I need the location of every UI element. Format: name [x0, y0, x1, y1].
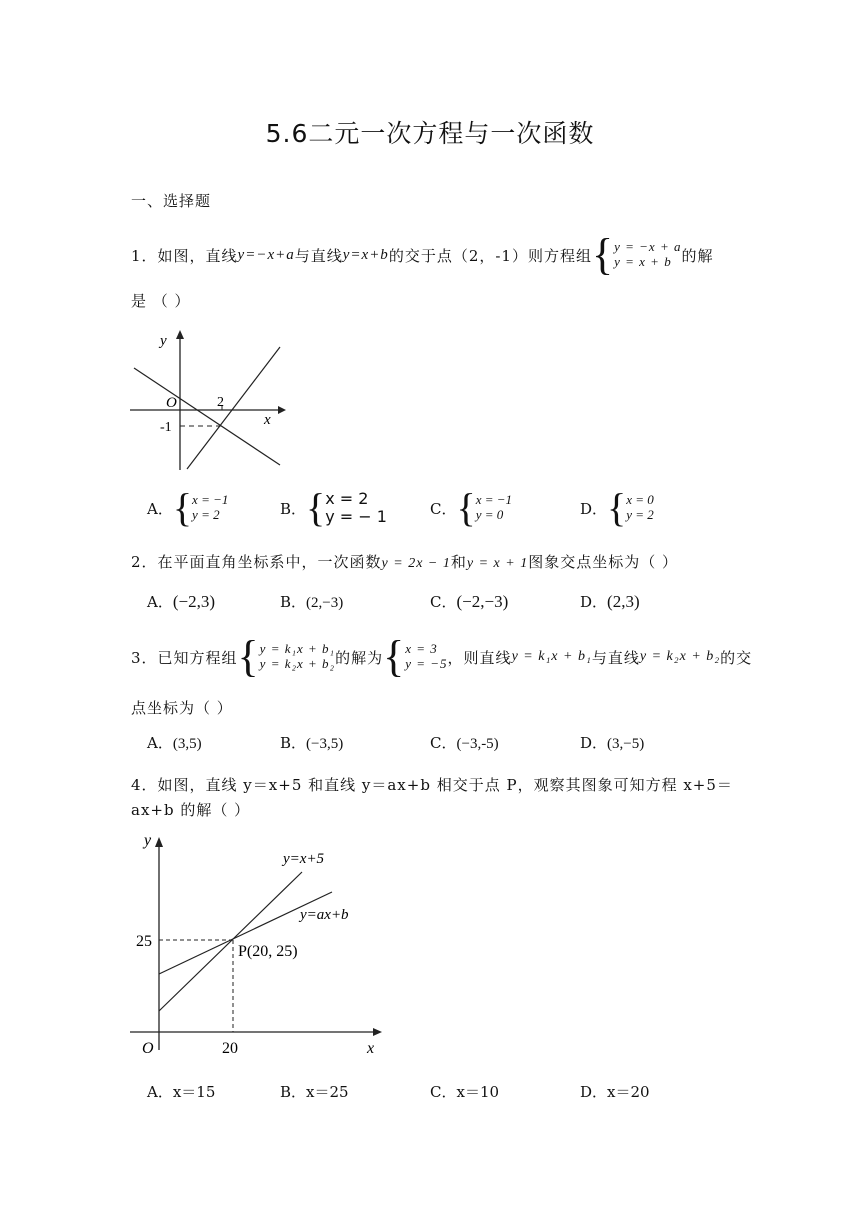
q3-l1: y = k₁x + b₁: [511, 649, 592, 664]
q1-x-arrow: [278, 406, 286, 414]
q2-option-a[interactable]: [147, 591, 215, 612]
q4-option-b-label: B．: [280, 1083, 307, 1101]
q2-option-c[interactable]: [430, 591, 508, 612]
q1-y-label: y: [160, 333, 167, 349]
q1-option-c[interactable]: [430, 485, 513, 530]
q3-text-b: 的解为: [335, 648, 384, 667]
q3-option-a[interactable]: [147, 732, 202, 753]
q4-graph: [130, 825, 390, 1060]
q3-sol-bot: y = −5: [405, 656, 448, 671]
q1-option-d-brace: {: [607, 485, 627, 530]
q2-option-b-label: B．: [280, 593, 307, 611]
q1-option-a-bot: y = 2: [192, 507, 220, 522]
q3-option-b[interactable]: [280, 732, 343, 753]
q4-label-line2: y=ax+b: [300, 907, 349, 923]
q1-option-b-top: x = 2: [325, 488, 369, 508]
q1-text-a: 1．如图，直线: [131, 246, 238, 265]
q1-line2: y=x+b: [342, 246, 389, 263]
question-4: 4．如图，直线 y＝x+5 和直线 y＝ax+b 相交于点 P，观察其图象可知方程 x+5＝: [131, 776, 733, 794]
q2-option-d-label: D．: [580, 593, 608, 611]
q1-origin-label: O: [166, 395, 177, 411]
q4-tick-25: 25: [136, 933, 152, 950]
q3-text-f: 点坐标为（ ）: [131, 699, 233, 717]
page-title: 5.6二元一次方程与一次函数: [265, 119, 595, 148]
q3-text-a: 3．已知方程组: [131, 648, 238, 667]
q4-option-a-label: A．: [147, 1083, 173, 1101]
q2-f1: y = 2x − 1: [381, 556, 451, 571]
q1-option-a-brace: {: [172, 485, 193, 530]
q1-option-b-label: B．: [280, 499, 307, 518]
q1-option-a[interactable]: [147, 485, 229, 530]
q4-origin-label: O: [142, 1040, 154, 1057]
q1-option-b[interactable]: [280, 485, 387, 530]
q4-option-b-value: x＝25: [306, 1083, 349, 1101]
q1-line-pos: [187, 347, 280, 469]
q3-option-a-label: A．: [147, 734, 173, 752]
q1-tick-2: 2: [217, 395, 224, 410]
q2-f2: y = x + 1: [466, 556, 529, 571]
q3-option-d-label: D．: [580, 734, 608, 752]
q3-option-a-value: (3,5): [172, 736, 202, 752]
q1-option-c-label: C．: [430, 499, 457, 518]
question-2: [131, 551, 678, 572]
q1-text-b: 与直线: [294, 246, 343, 265]
q1-y-arrow: [176, 330, 184, 339]
q1-line-neg: [134, 368, 280, 465]
q4-point-label: P(20, 25): [238, 943, 298, 960]
q3-option-c-value: (−3,-5): [456, 736, 499, 752]
q3-sys-top: y = k₁x + b₁: [259, 641, 336, 657]
q3-option-c[interactable]: [430, 732, 499, 753]
q4-option-a[interactable]: [147, 1081, 215, 1102]
q1-option-c-top: x = −1: [475, 492, 513, 508]
q2-option-c-value: (−2,−3): [456, 592, 509, 611]
q3-text-c: ，则直线: [447, 648, 512, 667]
q2-text-c: 图象交点坐标为（ ）: [528, 553, 678, 571]
q1-option-d-label: D．: [580, 499, 608, 518]
q3-option-c-label: C．: [430, 734, 457, 752]
q1-option-a-label: A．: [147, 499, 173, 518]
q2-option-a-label: A．: [147, 593, 173, 611]
q4-x-label: x: [367, 1040, 375, 1057]
q4-option-d-value: x＝20: [607, 1083, 650, 1101]
q4-x-arrow: [373, 1028, 382, 1036]
q1-line1: y=−x+a: [237, 246, 295, 263]
q2-option-b-value: (2,−3): [306, 595, 344, 611]
q3-text-e: 的交: [720, 648, 753, 667]
q1-text-c: 的交于点（2，-1）则方程组: [388, 246, 592, 265]
q1-equation-system: [591, 230, 682, 279]
section-heading: 一、选择题: [131, 192, 212, 210]
q3-sys-bot: y = k₂x + b₂: [259, 656, 336, 671]
q2-text-a: 2．在平面直角坐标系中，一次函数: [131, 553, 382, 571]
q1-option-c-bot: y = 0: [475, 507, 504, 522]
q2-option-d[interactable]: [580, 591, 640, 612]
q1-option-d-top: x = 0: [626, 492, 654, 508]
q4-option-b[interactable]: [280, 1081, 349, 1102]
q3-option-d[interactable]: [580, 732, 644, 753]
q1-option-a-top: x = −1: [192, 492, 229, 508]
q4-option-d-label: D．: [580, 1083, 608, 1101]
q3-brace: {: [237, 632, 260, 681]
q4-y-arrow: [155, 837, 163, 847]
question-3: [131, 632, 753, 681]
q1-option-b-bot: y = − 1: [325, 507, 387, 526]
q4-line-y-ax-plus-b: [159, 892, 332, 974]
q4-option-d[interactable]: [580, 1081, 650, 1102]
q3-sol-top: x = 3: [405, 641, 438, 657]
q3-l2: y = k₂x + b₂: [639, 649, 721, 664]
q4-label-line1: y=x+5: [283, 851, 325, 867]
q4-text-b: ax+b 的解（ ）: [131, 801, 251, 819]
q2-option-d-value: (2,3): [607, 592, 640, 611]
q4-option-c-label: C．: [430, 1083, 457, 1101]
q4-line-y-x-plus-5: [159, 872, 302, 1011]
q3-sol-brace: {: [383, 632, 406, 681]
q3-option-d-value: (3,−5): [607, 736, 645, 752]
q1-x-label: x: [264, 412, 271, 428]
q4-option-a-value: x＝15: [172, 1083, 216, 1101]
q1-graph: [130, 325, 290, 475]
q4-option-c-value: x＝10: [456, 1083, 500, 1101]
q2-text-b: 和: [450, 553, 467, 571]
q1-tick-minus1: -1: [160, 420, 172, 435]
q4-tick-20: 20: [222, 1040, 238, 1057]
q3-text-d: 与直线: [591, 648, 640, 667]
q1-brace: {: [591, 230, 615, 279]
q1-option-d[interactable]: [580, 485, 654, 530]
q2-option-b[interactable]: [280, 591, 343, 612]
q1-option-c-brace: {: [456, 485, 476, 530]
question-1: [131, 230, 714, 279]
q3-option-b-value: (−3,5): [306, 736, 344, 752]
q4-option-c[interactable]: [430, 1081, 499, 1102]
q1-option-b-brace: {: [306, 485, 326, 530]
q4-y-label: y: [144, 832, 152, 849]
q1-sys-top: y = −x + a: [614, 239, 682, 255]
q1-text-e: 是 （ ）: [131, 292, 191, 310]
q1-text-d: 的解: [681, 246, 714, 265]
q2-option-c-label: C．: [430, 593, 457, 611]
q3-option-b-label: B．: [280, 734, 307, 752]
q2-option-a-value: (−2,3): [172, 592, 216, 611]
q1-sys-bot: y = x + b: [614, 254, 672, 269]
q1-option-d-bot: y = 2: [626, 507, 654, 522]
